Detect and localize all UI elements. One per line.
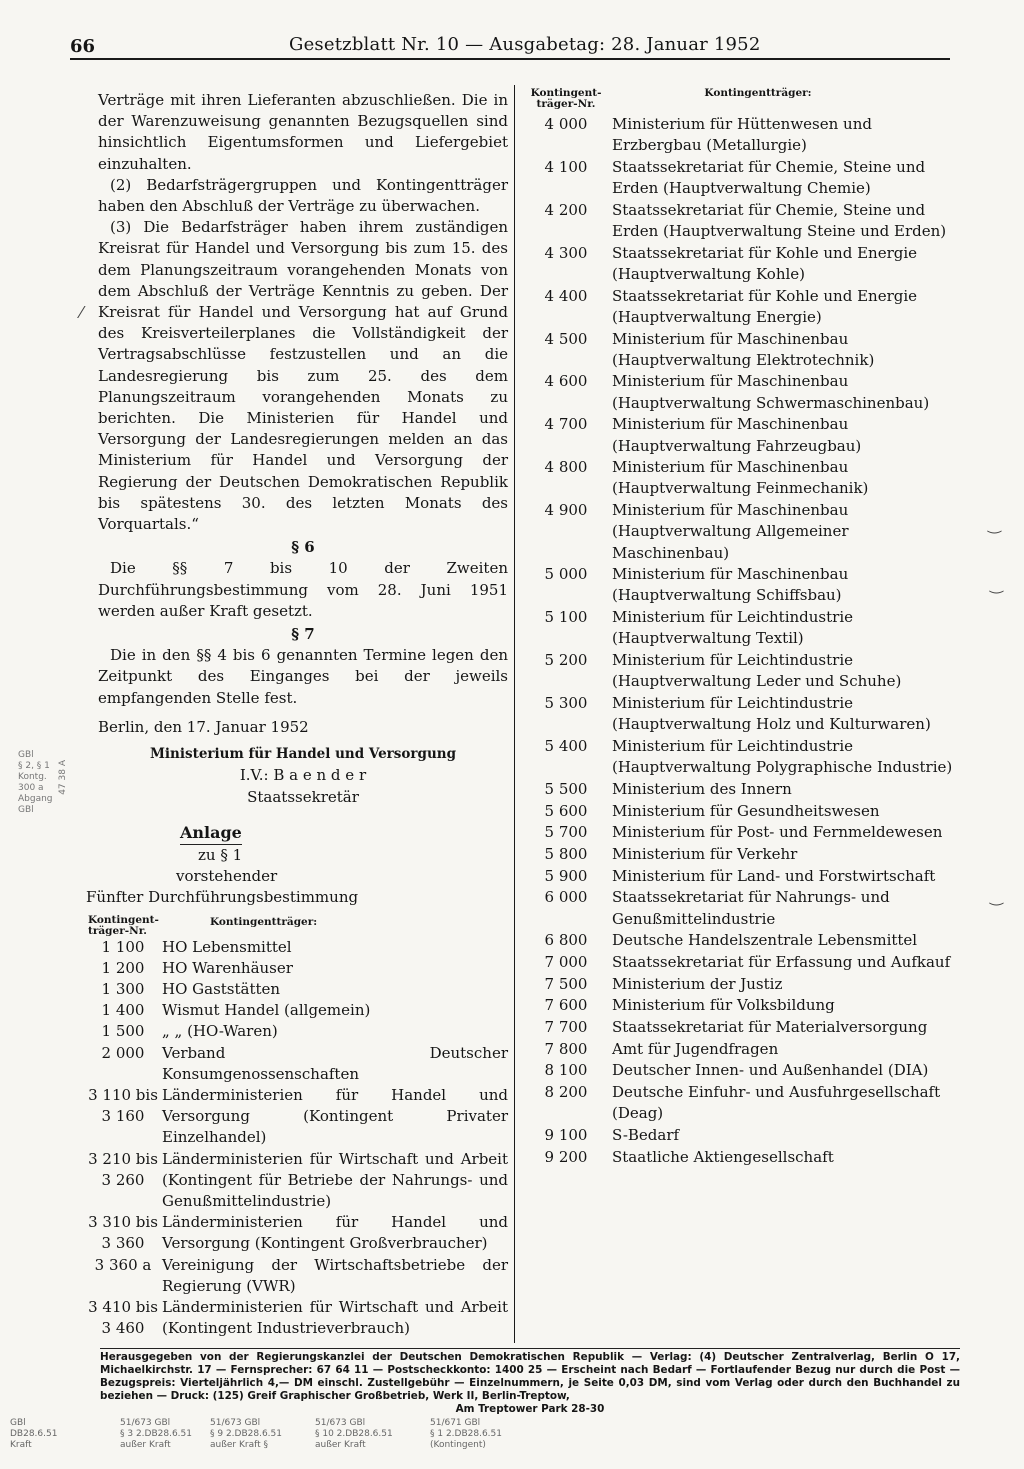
margin-stamp-line: GBl (18, 805, 34, 815)
contingent-holder: Ministerium für Leichtindustrie (Hauptverwaltung Textil) (612, 608, 854, 648)
archive-stamp (430, 1418, 520, 1451)
margin-stamp-line: 300 a (18, 783, 44, 793)
contingent-number: 1 100 (101, 937, 145, 956)
paragraph-2: (2) Bedarfsträgergruppen und Kontingentträger haben den Abschluß der Verträge zu überwachen. (98, 175, 508, 216)
contingent-holder: HO Warenhäuser (162, 958, 293, 977)
contingent-holder: Ministerium der Justiz (612, 974, 783, 993)
contingent-number: 3 310 bis 3 360 (88, 1213, 158, 1253)
table-row (88, 1085, 508, 1149)
table-row (526, 500, 960, 564)
column-divider (514, 85, 515, 1343)
left-header-name: Kontingentträger: (210, 915, 318, 928)
pencil-tick-mark: ⁄ (80, 303, 83, 322)
imprint-text: Herausgegeben von der Regierungskanzlei der Deutschen Demokratischen Republik — Verlag: (4) Deutscher Zentralverlag, Berlin O 17, Michaelkirchstr. 17 — Fernsprecher: 67 64 11 — Postscheckkonto: 1400 25 — Erscheint nach Bedarf — Fortlaufender Bezug nur durch die Post — Bezugspreis: Vierteljährlich 4,— DM einschl. Zustellgebühr — Einzelnummern, je Seite 0,03 DM, sind vom Verlag oder durch den Buchhandel zu beziehen — Druck: (125) Greif Graphischer Großbetrieb, Werk II, Berlin-Treptow, (100, 1351, 960, 1402)
table-row (526, 457, 960, 499)
signatory: I.V.: B a e n d e r (239, 766, 367, 785)
table-row (526, 157, 960, 199)
contingent-holder: Staatssekretariat für Kohle und Energie (Hauptverwaltung Energie) (612, 286, 918, 326)
contingent-holder: Amt für Jugendfragen (612, 1039, 779, 1058)
contingent-number: 4 900 (544, 501, 588, 520)
table-row (526, 1060, 960, 1081)
table-row (526, 1125, 960, 1146)
table-row (526, 243, 960, 285)
annex-ref-1: zu § 1 (198, 845, 243, 864)
contingent-number: 5 800 (544, 844, 588, 863)
contingent-holder: Ministerium für Maschinenbau (Hauptverwaltung Schwermaschinenbau) (612, 372, 930, 412)
contingent-holder: Ministerium für Leichtindustrie (Hauptverwaltung Polygraphische Industrie) (612, 736, 953, 777)
header-rule (70, 58, 950, 60)
contingent-holder: Ministerium für Maschinenbau (Hauptverwaltung Fahrzeugbau) (612, 415, 862, 455)
table-row (526, 371, 960, 413)
table-row (526, 607, 960, 649)
contingent-number: 9 200 (544, 1147, 588, 1166)
contingent-number: 5 000 (544, 565, 588, 584)
contingent-number: 7 800 (544, 1039, 588, 1058)
contingent-number: 5 100 (544, 608, 588, 627)
contingent-holder: Deutsche Einfuhr- und Ausfuhrgesellschaft (Deag) (612, 1083, 941, 1123)
contingent-holder: Staatssekretariat für Materialversorgung (612, 1018, 928, 1037)
contingent-holder: Ministerium für Maschinenbau (Hauptverwaltung Schiffsbau) (612, 565, 849, 605)
contingent-number: 8 100 (544, 1061, 588, 1080)
paragraph-continuation: Verträge mit ihren Lieferanten abzuschließen. Die in der Warenzuweisung genannten Bezugsquellen sind hinsichtlich Eigentumsformen und Liefergebiet einzuhalten. (98, 91, 508, 173)
archive-stamp-line: 51/671 GBl (430, 1418, 481, 1428)
archive-stamp (10, 1418, 100, 1451)
contingent-number: 5 300 (544, 693, 588, 712)
contingent-number: 6 000 (544, 888, 588, 907)
contingent-number: 7 000 (544, 952, 588, 971)
contingent-number: 5 500 (544, 779, 588, 798)
contingent-number: 1 200 (101, 958, 145, 977)
contingent-number: 3 410 bis 3 460 (88, 1297, 158, 1338)
contingent-number: 5 200 (544, 651, 588, 670)
table-row (526, 200, 960, 242)
contingent-number: 5 900 (544, 866, 588, 885)
table-row (526, 650, 960, 692)
archive-stamp (315, 1418, 405, 1451)
contingent-number: 4 600 (544, 372, 588, 391)
contingent-holder: Länderministerien für Handel und Versorgung (Kontingent Privater Einzelhandel) (162, 1085, 508, 1147)
left-table-header (88, 913, 508, 937)
contingent-holder: Deutscher Innen- und Außenhandel (DIA) (612, 1061, 929, 1080)
table-row (526, 887, 960, 929)
signatory-title: Staatssekretär (247, 787, 359, 806)
archive-stamp-line: außer Kraft § (210, 1440, 269, 1450)
margin-stamp-line: Abgang (18, 794, 53, 804)
contingent-holder: Staatssekretariat für Erfassung und Aufkauf (612, 952, 951, 971)
contingent-holder: Staatssekretariat für Nahrungs- und Genußmittelindustrie (612, 888, 890, 928)
contingent-holder: Ministerium für Leichtindustrie (Hauptverwaltung Holz und Kulturwaren) (612, 693, 931, 734)
archive-stamp (210, 1418, 300, 1451)
table-row (526, 736, 960, 778)
table-row (98, 937, 508, 958)
left-column (86, 90, 508, 1339)
archive-stamp-line: 51/673 GBl (315, 1418, 366, 1428)
contingent-number: 1 300 (101, 979, 145, 998)
table-row (526, 1082, 960, 1124)
contingent-holder: Länderministerien für Handel und Versorgung (Kontingent Großverbraucher) (162, 1213, 508, 1253)
contingent-holder: Ministerium für Land- und Forstwirtschaft (612, 866, 936, 885)
table-row (526, 779, 960, 800)
contingent-holder: HO Lebensmittel (162, 937, 292, 956)
archive-stamp-line: (Kontingent) (430, 1440, 486, 1450)
archive-stamp-line: § 1 2.DB28.6.51 (430, 1429, 502, 1439)
contingent-holder: Ministerium für Maschinenbau (Hauptverwaltung Elektrotechnik) (612, 329, 875, 369)
table-row (526, 930, 960, 951)
contingent-number: 4 700 (544, 415, 588, 434)
right-table-body (526, 114, 960, 1168)
margin-stamp-side: 47 38 A (58, 760, 68, 795)
table-row (526, 974, 960, 995)
table-row (526, 952, 960, 973)
table-row (88, 1149, 508, 1213)
table-row (98, 1000, 508, 1021)
contingent-number: 7 600 (544, 996, 588, 1015)
table-row (526, 1147, 960, 1168)
left-table-body (88, 937, 508, 1340)
bottom-archive-stamps (10, 1418, 570, 1463)
contingent-holder: Ministerium des Innern (612, 779, 792, 798)
contingent-number: 4 300 (544, 243, 588, 262)
section-6-text: Die §§ 7 bis 10 der Zweiten Durchführungsbestimmung vom 28. Juni 1951 werden außer Kraft gesetzt. (98, 559, 508, 620)
table-row (526, 286, 960, 328)
pencil-tick-mark: ‿ (988, 515, 1001, 534)
section-7-heading: § 7 (291, 625, 315, 644)
contingent-number: 1 500 (101, 1022, 145, 1041)
archive-stamp-line: außer Kraft (120, 1440, 171, 1450)
contingent-holder: Ministerium für Gesundheitswesen (612, 801, 880, 820)
contingent-number: 4 100 (544, 157, 588, 176)
archive-stamp-line: § 9 2.DB28.6.51 (210, 1429, 282, 1439)
contingent-holder: Ministerium für Post- und Fernmeldewesen (612, 823, 943, 842)
contingent-number: 1 400 (101, 1001, 145, 1020)
archive-stamp-line: § 3 2.DB28.6.51 (120, 1429, 192, 1439)
contingent-holder: HO Gaststätten (162, 979, 281, 998)
table-row (526, 564, 960, 606)
table-row (526, 414, 960, 456)
contingent-number: 4 500 (544, 329, 588, 348)
section-6-heading: § 6 (291, 538, 315, 557)
table-row (526, 995, 960, 1016)
contingent-holder: Staatssekretariat für Kohle und Energie (Hauptverwaltung Kohle) (612, 243, 918, 283)
archive-stamp-line: § 10 2.DB28.6.51 (315, 1429, 393, 1439)
table-row (88, 1297, 508, 1339)
right-header-num: Kontingent-träger-Nr. (530, 87, 602, 110)
archive-stamp (120, 1418, 210, 1451)
table-row (526, 693, 960, 735)
contingent-holder: Staatssekretariat für Chemie, Steine und Erden (Hauptverwaltung Steine und Erden) (612, 200, 947, 241)
contingent-number: 7 500 (544, 974, 588, 993)
table-row (526, 844, 960, 865)
contingent-holder: Ministerium für Hüttenwesen und Erzbergbau (Metallurgie) (612, 115, 872, 155)
annex-title: Anlage (180, 822, 242, 845)
contingent-holder: Vereinigung der Wirtschaftsbetriebe der Regierung (VWR) (162, 1255, 508, 1295)
contingent-holder: Deutsche Handelszentrale Lebensmittel (612, 931, 918, 950)
contingent-number: 5 400 (544, 736, 588, 755)
contingent-number: 6 800 (544, 931, 588, 950)
table-row (98, 958, 508, 979)
left-header-num: Kontingent-träger-Nr. (88, 913, 159, 937)
table-row (526, 866, 960, 887)
table-row (526, 329, 960, 371)
contingent-number: 4 800 (544, 458, 588, 477)
paragraph-3: (3) Die Bedarfsträger haben ihrem zuständigen Kreisrat für Handel und Versorgung bis zum 15. des dem Planungszeitraum vorangehenden Monats von dem Abschluß der Verträge Kenntnis zu geben. Der Kreisrat für Handel und Versorgung hat auf Grund des Kreisverteilerplanes die Vollständigkeit der Vertragsabschlüsse festzustellen und an die Landesregierung bis zum 25. des dem Planungszeitraum vorangehenden Monats zu berichten. Die Ministerien für Handel und Versorgung der Landesregierungen melden an das Ministerium für Handel und Versorgung der Regierung der Deutschen Demokratischen Republik bis spätestens 30. des letzten Monats des Vorquartals.“ (98, 218, 508, 534)
archive-stamp-line: Kraft (10, 1440, 32, 1450)
table-row (526, 801, 960, 822)
archive-stamp-line: außer Kraft (315, 1440, 366, 1450)
contingent-holder: Ministerium für Maschinenbau (Hauptverwaltung Feinmechanik) (612, 458, 869, 498)
imprint-address: Am Treptower Park 28-30 (455, 1403, 605, 1415)
pencil-tick-mark: ‿ (990, 575, 1003, 594)
contingent-holder: S-Bedarf (612, 1126, 680, 1145)
page-number: 66 (70, 36, 96, 57)
gazette-title: Gesetzblatt Nr. 10 — Ausgabetag: 28. Januar 1952 (289, 34, 761, 55)
table-row (98, 979, 508, 1000)
contingent-number: 3 360 a (94, 1255, 152, 1274)
table-row (94, 1255, 508, 1297)
table-row (526, 1017, 960, 1038)
table-row (526, 822, 960, 843)
contingent-number: 3 110 bis 3 160 (88, 1085, 158, 1126)
contingent-holder: Wismut Handel (allgemein) (162, 1001, 371, 1020)
pencil-tick-mark: ‿ (990, 887, 1003, 906)
contingent-holder: Ministerium für Volksbildung (612, 996, 835, 1015)
contingent-holder: Verband Deutscher Konsumgenossenschaften (162, 1043, 508, 1083)
archive-stamp-line: DB28.6.51 (10, 1429, 58, 1439)
margin-stamp-line: § 2, § 1 (18, 761, 50, 771)
annex-ref-2: vorstehender (176, 867, 278, 886)
contingent-holder: Ministerium für Leichtindustrie (Hauptverwaltung Leder und Schuhe) (612, 651, 902, 691)
right-column (526, 88, 960, 1168)
annex-ref-3: Fünfter Durchführungsbestimmung (86, 888, 359, 907)
archive-stamp-line: 51/673 GBl (210, 1418, 261, 1428)
contingent-holder: Staatliche Aktiengesellschaft (612, 1147, 834, 1166)
table-row (526, 114, 960, 156)
margin-stamp-line: GBl (18, 750, 34, 760)
margin-archive-stamp (18, 750, 68, 816)
contingent-holder: Länderministerien für Wirtschaft und Arbeit (Kontingent Industrieverbrauch) (162, 1297, 508, 1338)
margin-stamp-lines (18, 750, 53, 816)
contingent-number: 9 100 (544, 1126, 588, 1145)
right-table-header (526, 88, 960, 110)
imprint (100, 1348, 960, 1416)
contingent-number: 4 000 (544, 115, 588, 133)
contingent-holder: Ministerium für Maschinenbau (Hauptverwaltung Allgemeiner Maschinenbau) (612, 501, 849, 562)
section-7-text: Die in den §§ 4 bis 6 genannten Termine legen den Zeitpunkt des Einganges bei der jeweils empfangenden Stelle fest. (98, 646, 508, 707)
contingent-holder: Länderministerien für Wirtschaft und Arbeit (Kontingent für Betriebe der Nahrungs- und Genußmittelindustrie) (162, 1149, 508, 1210)
table-row (526, 1039, 960, 1060)
table-row (98, 1021, 508, 1042)
contingent-number: 5 700 (544, 823, 588, 842)
archive-stamp-line: GBl (10, 1418, 26, 1428)
contingent-holder: Ministerium für Verkehr (612, 844, 798, 863)
right-header-name: Kontingentträger: (704, 87, 812, 99)
issuing-ministry: Ministerium für Handel und Versorgung (149, 746, 457, 763)
contingent-holder: „ „ (HO-Waren) (162, 1022, 278, 1041)
margin-stamp-line: Kontg. (18, 772, 47, 782)
contingent-holder: Staatssekretariat für Chemie, Steine und Erden (Hauptverwaltung Chemie) (612, 157, 926, 198)
page-header (70, 30, 950, 66)
contingent-number: 2 000 (101, 1043, 145, 1062)
table-row (88, 1212, 508, 1254)
contingent-number: 4 400 (544, 286, 588, 305)
contingent-number: 4 200 (544, 200, 588, 219)
contingent-number: 3 210 bis 3 260 (88, 1149, 158, 1189)
table-row (98, 1043, 508, 1085)
place-date: Berlin, den 17. Januar 1952 (98, 717, 309, 736)
contingent-number: 8 200 (544, 1083, 588, 1102)
contingent-number: 5 600 (544, 801, 588, 820)
archive-stamp-line: 51/673 GBl (120, 1418, 171, 1428)
contingent-number: 7 700 (544, 1018, 588, 1037)
